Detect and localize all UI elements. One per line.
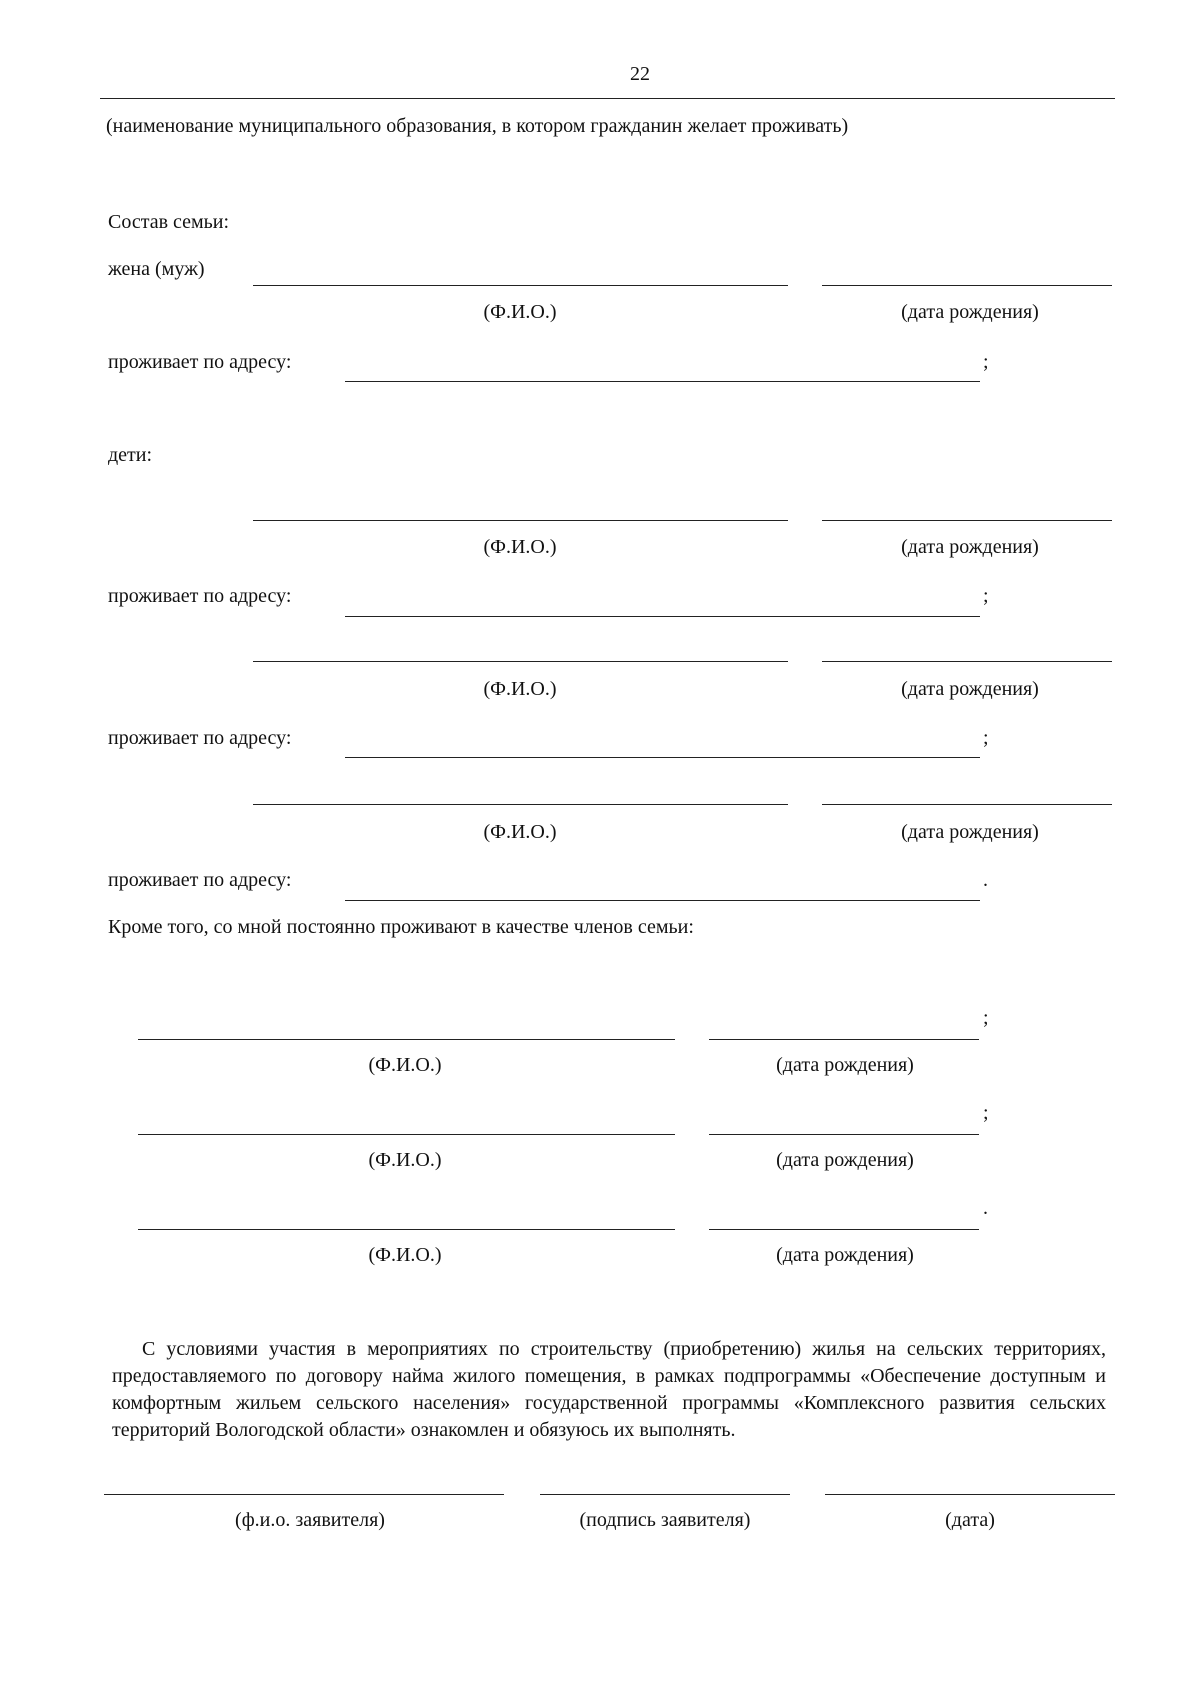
child1-birth-caption: (дата рождения) (901, 536, 1039, 558)
child2-address-semicolon: ; (983, 727, 989, 749)
spouse-name-line[interactable] (253, 285, 788, 286)
member3-fio-caption: (Ф.И.О.) (368, 1244, 442, 1266)
applicant-signature-line[interactable] (540, 1494, 790, 1495)
member2-semicolon: ; (983, 1102, 989, 1124)
family-heading: Состав семьи: (108, 211, 230, 233)
child1-address-line[interactable] (345, 616, 980, 617)
municipality-line (100, 98, 1115, 99)
children-label: дети: (108, 444, 153, 466)
member1-fio-caption: (Ф.И.О.) (368, 1054, 442, 1076)
spouse-fio-caption: (Ф.И.О.) (483, 301, 557, 323)
member3-birth-caption: (дата рождения) (776, 1244, 914, 1266)
municipality-caption: (наименование муниципального образования, в котором гражданин желает проживать) (106, 115, 849, 137)
spouse-address-label: проживает по адресу: (108, 351, 292, 373)
child3-address-period: . (983, 869, 988, 891)
spouse-birth-line[interactable] (822, 285, 1112, 286)
spouse-label: жена (муж) (108, 258, 205, 280)
spouse-birth-caption: (дата рождения) (901, 301, 1039, 323)
child1-birth-line[interactable] (822, 520, 1112, 521)
child2-fio-caption: (Ф.И.О.) (483, 678, 557, 700)
page-number: 22 (630, 63, 650, 85)
member2-name-line[interactable] (138, 1134, 675, 1135)
member1-birth-caption: (дата рождения) (776, 1054, 914, 1076)
other-members-text: Кроме того, со мной постоянно проживают в качестве членов семьи: (108, 916, 694, 938)
member2-fio-caption: (Ф.И.О.) (368, 1149, 442, 1171)
child3-fio-caption: (Ф.И.О.) (483, 821, 557, 843)
member1-birth-line[interactable] (709, 1039, 979, 1040)
applicant-name-line[interactable] (104, 1494, 504, 1495)
child3-name-line[interactable] (253, 804, 788, 805)
child2-address-label: проживает по адресу: (108, 727, 292, 749)
date-caption: (дата) (945, 1509, 995, 1531)
member3-birth-line[interactable] (709, 1229, 979, 1230)
member3-period: . (983, 1197, 988, 1219)
child2-birth-line[interactable] (822, 661, 1112, 662)
child2-name-line[interactable] (253, 661, 788, 662)
spouse-address-semicolon: ; (983, 351, 989, 373)
member1-name-line[interactable] (138, 1039, 675, 1040)
consent-paragraph: С условиями участия в мероприятиях по строительству (приобретению) жилья на сельских территориях, предоставляемого по договору найма жилого помещения, в рамках подпрограммы «Обеспечение доступным и комфортным жильем сельского населения» государственной программы «Комплексного развития сельских территорий Вологодской области» ознакомлен и обязуюсь их выполнять. (112, 1338, 1106, 1441)
child3-address-line[interactable] (345, 900, 980, 901)
applicant-name-caption: (ф.и.о. заявителя) (235, 1509, 385, 1531)
applicant-signature-caption: (подпись заявителя) (579, 1509, 751, 1531)
child3-birth-caption: (дата рождения) (901, 821, 1039, 843)
date-line[interactable] (825, 1494, 1115, 1495)
child2-address-line[interactable] (345, 757, 980, 758)
child3-birth-line[interactable] (822, 804, 1112, 805)
member2-birth-line[interactable] (709, 1134, 979, 1135)
child1-name-line[interactable] (253, 520, 788, 521)
spouse-address-line[interactable] (345, 381, 980, 382)
member1-semicolon: ; (983, 1007, 989, 1029)
child1-address-semicolon: ; (983, 585, 989, 607)
child3-address-label: проживает по адресу: (108, 869, 292, 891)
child1-address-label: проживает по адресу: (108, 585, 292, 607)
child1-fio-caption: (Ф.И.О.) (483, 536, 557, 558)
member2-birth-caption: (дата рождения) (776, 1149, 914, 1171)
child2-birth-caption: (дата рождения) (901, 678, 1039, 700)
member3-name-line[interactable] (138, 1229, 675, 1230)
